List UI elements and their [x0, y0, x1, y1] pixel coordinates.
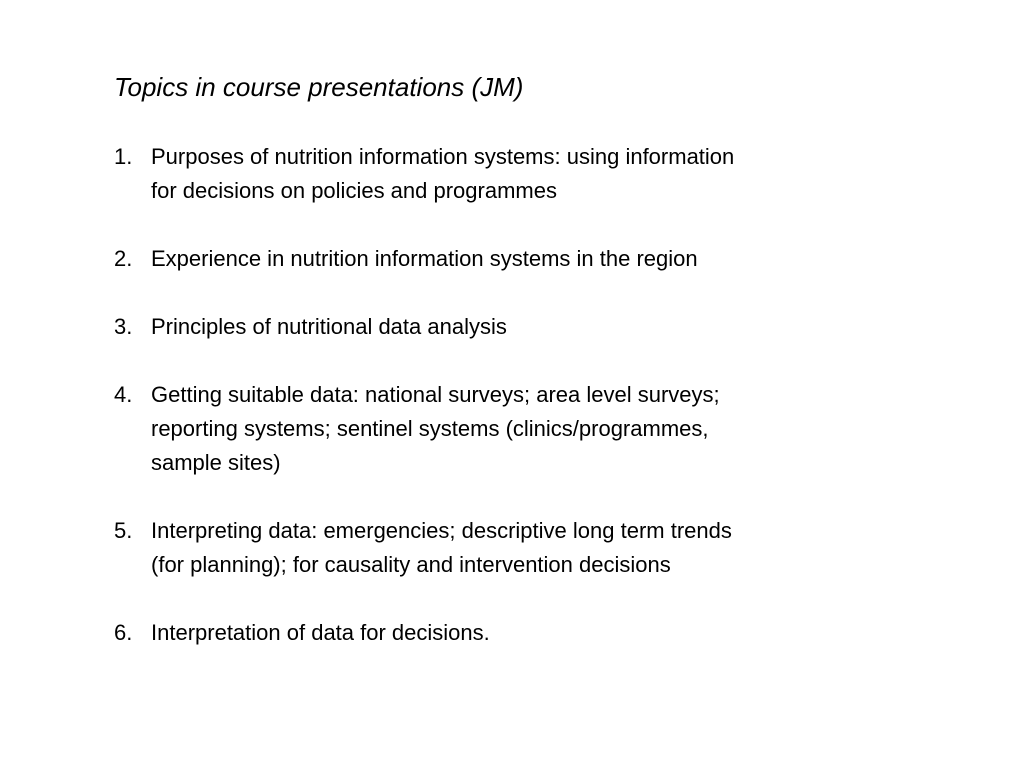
topic-line: (for planning); for causality and intervention decisions: [151, 552, 671, 577]
topic-list: [114, 140, 874, 684]
topic-line: Purposes of nutrition information systems: using information: [151, 144, 735, 169]
topic-number: 4.: [114, 382, 133, 407]
topic-text: [151, 242, 874, 276]
topic-text: [151, 514, 874, 582]
topic-line: for decisions on policies and programmes: [151, 178, 557, 203]
topic-number: 5.: [114, 518, 133, 543]
topic-text: [151, 378, 874, 480]
topic-item-4: [114, 378, 874, 480]
topic-number: 2.: [114, 246, 133, 271]
topic-line: Principles of nutritional data analysis: [151, 314, 507, 339]
topic-line: Interpretation of data for decisions.: [151, 620, 490, 645]
slide-title: Topics in course presentations (JM): [114, 72, 524, 102]
topic-item-5: [114, 514, 874, 582]
topic-number: 3.: [114, 314, 133, 339]
topic-item-3: [114, 310, 874, 344]
topic-line: Experience in nutrition information systems in the region: [151, 246, 698, 271]
topic-line: Getting suitable data: national surveys; area level surveys;: [151, 382, 720, 407]
topic-text: [151, 310, 874, 344]
topic-item-1: [114, 140, 874, 208]
topic-item-2: [114, 242, 874, 276]
topic-line: reporting systems; sentinel systems (clinics/programmes,: [151, 416, 709, 441]
topic-text: [151, 616, 874, 650]
topic-line: sample sites): [151, 450, 281, 475]
topic-item-6: [114, 616, 874, 650]
topic-number: 1.: [114, 144, 133, 169]
topic-line: Interpreting data: emergencies; descriptive long term trends: [151, 518, 732, 543]
topic-text: [151, 140, 874, 208]
topic-number: 6.: [114, 620, 133, 645]
